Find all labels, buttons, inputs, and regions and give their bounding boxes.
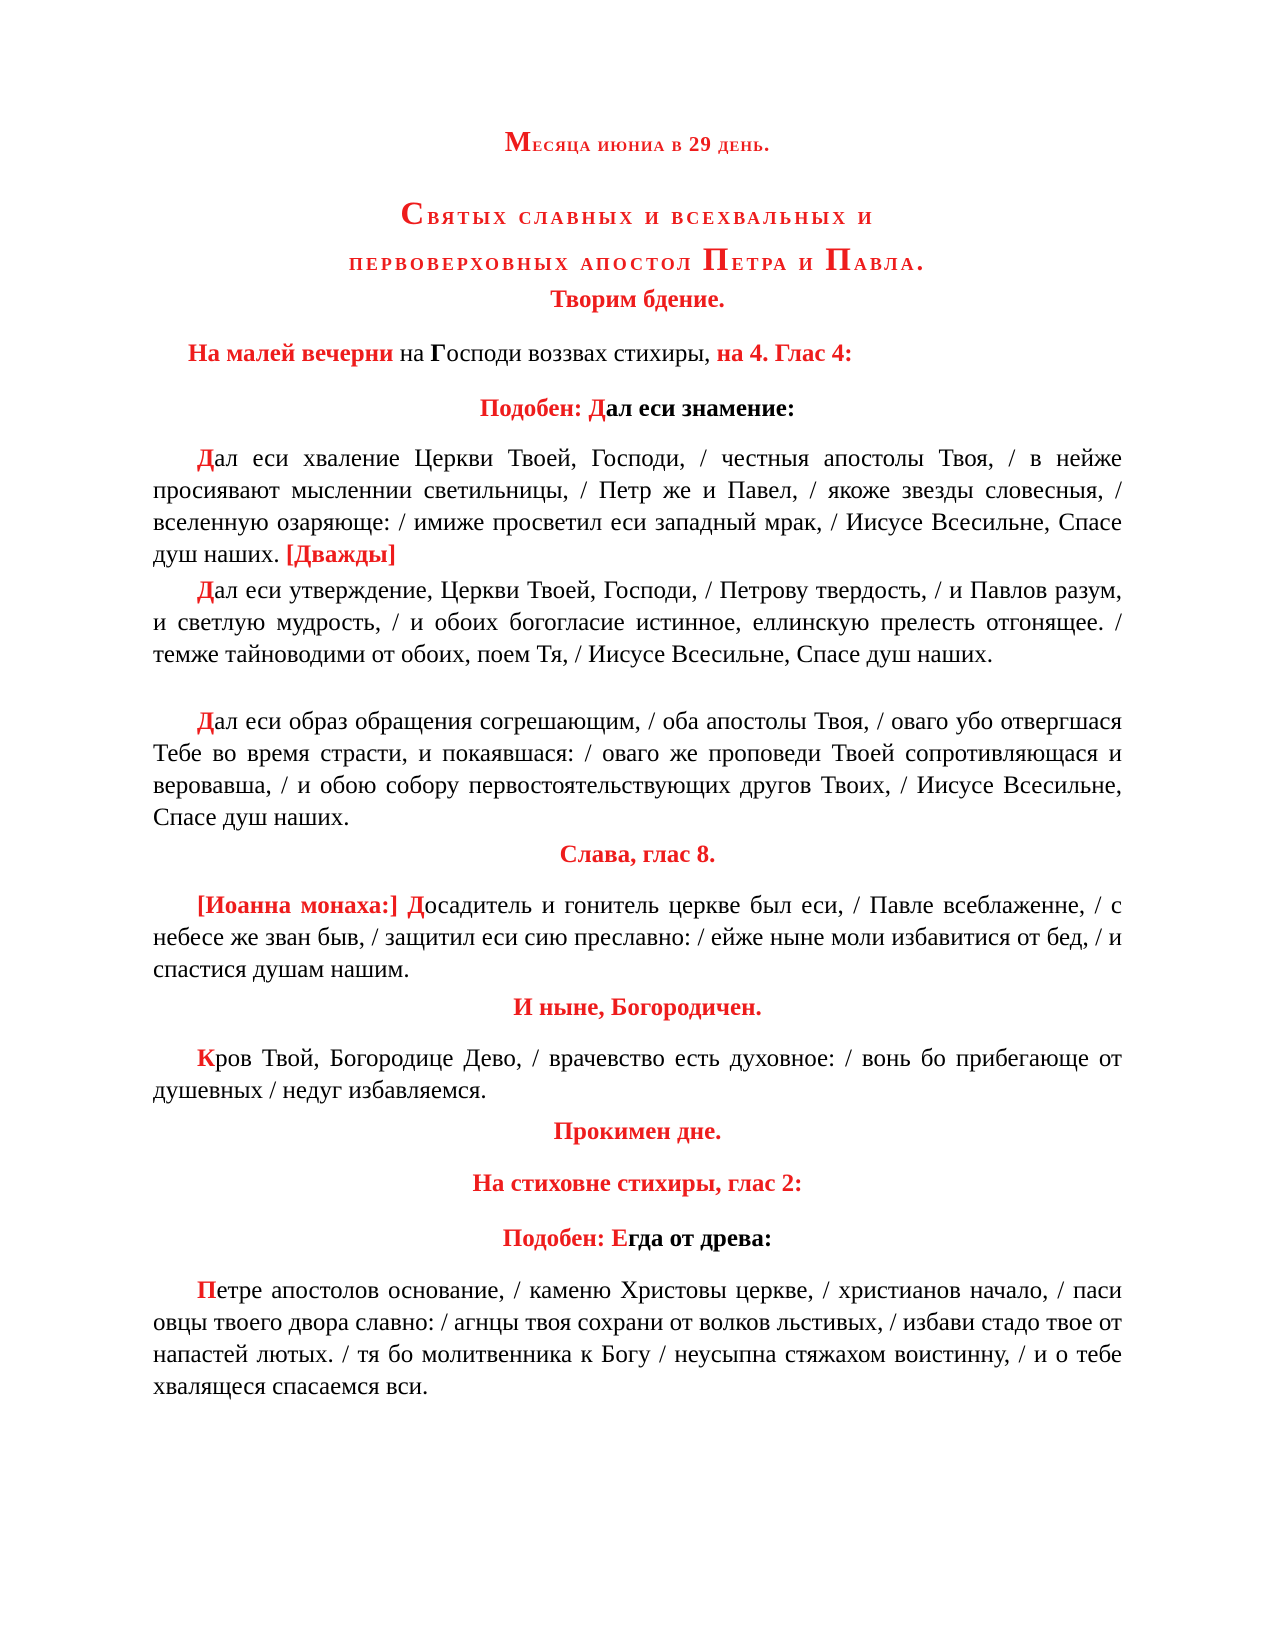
aposticha-rubric: На стиховне стихиры, глас 2:: [472, 1170, 803, 1197]
sticheron-3: Дал еси образ обращения согрешающим, / оба апостолы Твоя, / оваго убо отвергшася Тебе во время страсти, и покаявшася: / оваго же проповеди Твоей сопротивляющася и веровавша, / и обою собору первостоятельствующих другов Твоих, / Иисусе Всесильне, Спасе душ наших.: [153, 708, 1122, 831]
prokeimenon-rubric: Прокимен дне.: [553, 1118, 722, 1145]
podoben-1: Подобен: Дал еси знамение:: [479, 395, 796, 422]
small-vespers-rubric: На малей вечерни на Господи воззвах стихиры, на 4. Глас 4:: [188, 340, 853, 367]
theotokion: Кров Твой, Богородице Дево, / врачевство есть духовное: / вонь бо прибегающе от душевных / недуг избавляемся.: [153, 1045, 1122, 1104]
date-heading: Месяца июниа в 29 день.: [504, 127, 771, 158]
glory-rubric: Слава, глас 8.: [559, 841, 716, 868]
aposticha-sticheron: Петре апостолов основание, / каменю Христовы церкве, / христианов начало, / паси овцы твоего двора славно: / агнцы твоя сохрани от волков льстивых, / избави стадо твое от напастей лютых. / тя бо молитвенника к Богу / неусыпна стяжахом воистинну, / и о тебе хвалящеся спасаемся вси.: [153, 1277, 1122, 1400]
vigil-rubric: Творим бдение.: [550, 286, 725, 313]
sticheron-2: Дал еси утверждение, Церкви Твоей, Господи, / Петрову твердость, / и Павлов разум, и светлую мудрость, / и обоих богогласие истинное, еллинскую прелесть отгонящее. / темже тайноводими от обоих, поем Тя, / Иисусе Всесильне, Спасе душ наших.: [153, 577, 1122, 668]
feast-title: Святых славных и всехвальных и первоверховных апостол Петра и Павла.: [348, 196, 927, 278]
glory-sticheron: [Иоанна монаха:] Досадитель и гонитель церкве был еси, / Павле всеблаженне, / с небесе же зван быв, / защитил еси сию преславно: / ейже ныне моли избавитися от бед, / и спастися душам нашим.: [153, 892, 1122, 983]
theotokion-rubric: И ныне, Богородичен.: [513, 994, 762, 1021]
podoben-2: Подобен: Егда от древа:: [502, 1225, 773, 1252]
sticheron-1: Дал еси хваление Церкви Твоей, Господи, / честныя апостолы Твоя, / в нейже просиявают мысленнии светильницы, / Петр же и Павел, / якоже звезды словесныя, / вселенную озаряюще: / имиже просветил еси западный мрак, / Иисусе Всесильне, Спасе душ наших. [Дважды]: [153, 445, 1122, 568]
